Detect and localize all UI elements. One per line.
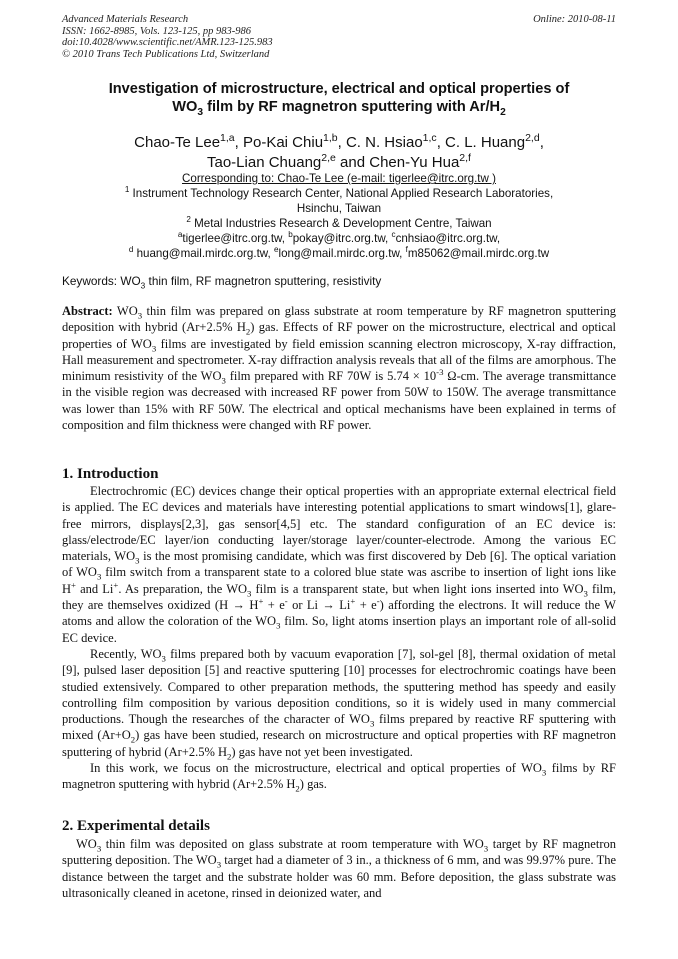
text: WO <box>76 837 97 851</box>
author: , C. L. Huang <box>436 134 526 151</box>
author-mark: 1,b <box>323 132 338 144</box>
text: film, they are themselves oxidized (H → H <box>62 581 616 613</box>
text: ) gas. <box>299 777 327 792</box>
text: Electrochromic (EC) devices change their optical properties with an appropriate external electrical field is applied. The EC devices and materials have interesting potential applications to smart windows[1], glare-free mirrors, displays[2,3], gas sensor[4,5] etc. The standard configuration of an EC device is: glass/electrode/EC layer/ion conducting layer/storage layer/counter-electrode. Among the various EC materials, WO <box>62 484 616 564</box>
sub: 3 <box>216 859 222 870</box>
email: pokay@itrc.org.tw, <box>292 232 392 246</box>
text: is the most promising candidate, which was first discovered by Deb [6]. The optical variation of WO <box>62 549 616 580</box>
abstract-sub: 3 <box>137 310 143 321</box>
introduction-body <box>62 483 616 793</box>
email: cnhsiao@itrc.org.tw, <box>395 232 501 246</box>
email-mark: d <box>128 245 134 255</box>
text: + e <box>263 598 285 613</box>
author: Chao-Te Lee <box>134 134 221 151</box>
experimental-body <box>62 836 616 901</box>
abstract-label: Abstract: <box>62 304 113 318</box>
author-mark: 2,e <box>321 151 336 164</box>
affiliations <box>62 171 616 262</box>
text: film is a transparent state, but when light ions inserted into WO <box>251 581 584 596</box>
text: film. So, light atoms insertion plays an important role of all-solid EC device. <box>62 614 616 645</box>
author-mark: 2,f <box>459 151 471 164</box>
author-mark: 1,c <box>422 132 437 144</box>
title-sub: 3 <box>197 106 204 118</box>
text: ) affording the electrons. It will reduce the W atoms and allow the coloration of the WO <box>62 598 616 629</box>
abstract-sup: -3 <box>436 367 444 378</box>
affil-text: Metal Industries Research & Development Centre, Taiwan <box>190 217 492 231</box>
sub: 3 <box>96 571 102 582</box>
text: target by RF magnetron sputtering deposition. The WO <box>62 837 616 868</box>
sup: - <box>284 595 288 606</box>
abstract-sub: 2 <box>245 326 251 337</box>
sub: 2 <box>295 783 300 794</box>
affiliation-2 <box>62 216 616 231</box>
section-heading-experimental: 2. Experimental details <box>62 818 210 834</box>
title-text: film by RF magnetron sputtering with Ar/H <box>203 99 501 115</box>
author-sep: , <box>539 134 544 151</box>
keywords <box>62 274 616 289</box>
sup: + <box>113 579 119 590</box>
sub: 3 <box>369 718 375 729</box>
abstract-sub: 3 <box>221 375 226 386</box>
title-line-1: Investigation of microstructure, electrical and optical properties of <box>108 81 570 97</box>
text: and Li <box>75 581 114 596</box>
journal-copyright: © 2010 Trans Tech Publications Ltd, Switzerland <box>62 48 270 60</box>
abstract-sub: 3 <box>151 343 157 354</box>
text: + e <box>355 598 377 613</box>
sub: 2 <box>130 734 136 745</box>
sub: 3 <box>161 653 166 664</box>
author-mark: 1,a <box>220 132 235 144</box>
text: ) gas have been studied, research on microstructure and optical properties with RF magnetron sputtering of hybrid (Ar+2.5% H <box>62 728 616 759</box>
sub: 3 <box>276 620 281 631</box>
email-mark: b <box>288 230 293 240</box>
email: m85062@mail.mirdc.org.tw <box>407 247 550 261</box>
abstract-text: Ω-cm. The average transmittance in the visible region was decreased with increased RF power from 50W to 150W. The average transmittance was lower than 15% with RF 50W. The electrical and optical mechanisms have been explained in terms of composition and film thickness were changed with RF power. <box>62 369 617 433</box>
keyword-sub: 3 <box>140 281 146 291</box>
title-sub: 2 <box>500 106 506 118</box>
text: thin film was deposited on glass substrate at room temperature with WO <box>101 837 484 851</box>
keyword: thin film, RF magnetron sputtering, resistivity <box>145 274 382 288</box>
text: or Li → Li <box>287 598 351 613</box>
affil-text: Instrument Technology Research Center, National Applied Research Laboratories, <box>129 187 554 201</box>
abstract-text: thin film was prepared on glass substrate at room temperature by RF magnetron sputtering deposition with hybrid (Ar+2.5% H <box>62 304 616 335</box>
paragraph <box>62 836 616 901</box>
email-mark: e <box>274 245 279 255</box>
sub: 3 <box>96 843 102 854</box>
email-mark: f <box>405 245 408 255</box>
sub: 3 <box>135 555 140 566</box>
journal-issn: ISSN: 1662-8985, Vols. 123-125, pp 983-986 <box>62 25 251 37</box>
author-list <box>62 133 616 172</box>
email-mark: c <box>391 230 396 240</box>
email: tigerlee@itrc.org.tw, <box>182 232 289 246</box>
abstract <box>62 303 616 433</box>
affil-mark: 1 <box>124 185 130 195</box>
text: ) gas have not yet been investigated. <box>231 744 413 759</box>
online-date: Online: 2010-08-11 <box>533 14 616 25</box>
corresponding-author: Corresponding to: Chao-Te Lee (e-mail: tigerlee@itrc.org.tw ) <box>182 172 496 185</box>
journal-doi: doi:10.4028/www.scientific.net/AMR.123-125.983 <box>62 37 273 49</box>
sup: + <box>71 579 76 590</box>
journal-header <box>62 14 616 60</box>
author: , C. N. Hsiao <box>337 134 423 151</box>
author-line-1 <box>62 133 616 153</box>
text: In this work, we focus on the microstructure, electrical and optical properties of WO <box>90 761 542 776</box>
text: Recently, WO <box>90 646 162 661</box>
text: target had a diameter of 3 in., a thickness of 6 mm, and was 99.97% pure. The distance between the target and the substrate holder was 60 mm. Before deposition, the glass substrate was ultrasonically cleaned in acetone, rinsed in deionized water, and <box>62 853 617 900</box>
keyword: WO <box>120 274 141 288</box>
affiliation-1 <box>62 186 616 201</box>
title-text: WO <box>172 99 198 115</box>
author: , Po-Kai Chiu <box>234 134 324 151</box>
author: Tao-Lian Chuang <box>207 153 322 171</box>
author-mark: 2,d <box>525 132 540 144</box>
sub: 3 <box>483 843 489 854</box>
sub: 3 <box>541 767 547 778</box>
author-line-2 <box>62 153 616 173</box>
keywords-label: Keywords: <box>62 274 121 288</box>
author: and Chen-Yu Hua <box>335 153 460 171</box>
paragraph <box>62 646 616 760</box>
affiliation-1-city: Hsinchu, Taiwan <box>296 202 382 216</box>
abstract-text: films are investigated by field emission scanning electron microscopy, X-ray diffraction, Hall measurement and spectrometer. X-ray diffraction analysis reveals that all of the films are amorphous. The minimum resistivity of the WO <box>62 336 616 384</box>
sub: 3 <box>247 588 252 599</box>
emails-line-2 <box>62 246 616 261</box>
sup: + <box>350 595 356 606</box>
affil-mark: 2 <box>186 215 191 225</box>
journal-name: Advanced Materials Research <box>62 14 189 25</box>
sub: 3 <box>583 588 588 599</box>
email: long@mail.mirdc.org.tw, <box>278 247 406 261</box>
paper-title <box>62 80 616 116</box>
email: huang@mail.mirdc.org.tw, <box>133 247 274 261</box>
title-line-2 <box>62 98 616 116</box>
paragraph <box>62 760 616 793</box>
text: films prepared by reactive RF sputtering with mixed (Ar+O <box>62 712 616 743</box>
abstract-text: film prepared with RF 70W is 5.74 × 10 <box>225 369 437 384</box>
sub: 2 <box>227 751 232 762</box>
sup: + <box>258 595 264 606</box>
abstract-text: WO <box>112 304 138 318</box>
emails-line-1 <box>62 231 616 246</box>
abstract-text: ) gas. Effects of RF power on the microstructure, electrical and optical properties of WO <box>62 320 617 351</box>
sup: - <box>376 595 380 606</box>
text: films by RF magnetron sputtering with hybrid (Ar+2.5% H <box>62 761 616 792</box>
text: . As preparation, the WO <box>118 581 248 596</box>
text: films prepared both by vacuum evaporation [7], sol-gel [8], thermal oxidation of metal [9], pulsed laser deposition [5] and reactive sputtering [10] processes for electrochromic coatings have been studied extensively. Compared to other preparation methods, the sputtering method has speedy and easily controlling film composition by various deposition conditions, so it is widely used in many commercial productions. Though the researches of the character of WO <box>62 646 617 727</box>
section-heading-introduction: 1. Introduction <box>62 466 159 482</box>
email-mark: a <box>177 230 183 240</box>
paragraph <box>62 483 616 646</box>
text: film switch from a transparent state to a colored blue state was ascribe to insertion of light ions like H <box>62 565 616 596</box>
